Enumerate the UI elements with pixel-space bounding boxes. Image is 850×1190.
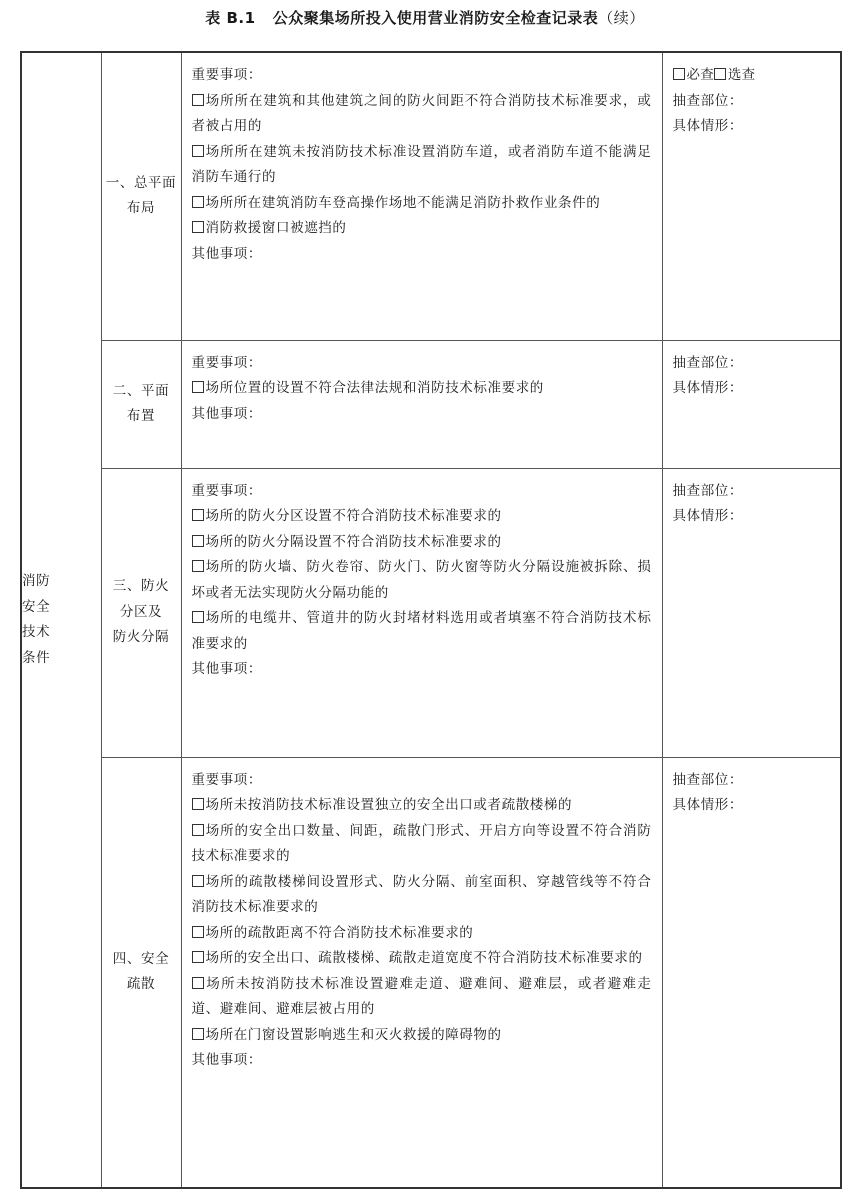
checkbox-icon[interactable] — [714, 68, 726, 80]
important-items-label: 重要事项： — [191, 771, 262, 788]
checkbox-icon[interactable] — [192, 145, 204, 157]
check-item-text: 场所位置的设置不符合法律法规和消防技术标准要求的 — [205, 380, 544, 396]
check-item[interactable] — [192, 819, 652, 870]
checkbox-icon[interactable] — [192, 509, 204, 521]
items-cell — [181, 52, 662, 340]
checkbox-icon[interactable] — [192, 381, 204, 393]
mandatory-check-label: 必查 — [686, 67, 714, 83]
section-title-line: 分区及 — [119, 603, 163, 620]
check-item[interactable] — [192, 972, 652, 1023]
check-item-text: 场所的安全出口、疏散楼梯、疏散走道宽度不符合消防技术标准要求的 — [205, 950, 643, 966]
checkbox-icon[interactable] — [192, 221, 204, 233]
items-cell — [181, 340, 662, 468]
check-item[interactable] — [192, 376, 652, 402]
section-title-line: 布置 — [126, 408, 156, 424]
check-item[interactable] — [192, 1023, 652, 1049]
check-item-text: 场所未按消防技术标准设置独立的安全出口或者疏散楼梯的 — [205, 797, 573, 813]
section-title-cell — [101, 468, 181, 757]
section-row-fire-compartment — [21, 468, 841, 757]
other-items-label: 其他事项： — [191, 405, 262, 422]
checkbox-icon[interactable] — [192, 94, 204, 106]
section-title-line: 疏散 — [126, 976, 156, 993]
check-item[interactable] — [192, 921, 652, 947]
other-items-label: 其他事项： — [191, 661, 262, 677]
check-item-text: 场所的防火分隔设置不符合消防技术标准要求的 — [205, 533, 502, 550]
check-item[interactable] — [192, 530, 652, 556]
specific-situation-label: 具体情形： — [672, 118, 743, 134]
table-number: 表 B.1 — [205, 9, 256, 27]
check-item-text: 场所所在建筑未按消防技术标准设置消防车道，或者消防车道不能满足消防车通行的 — [191, 143, 652, 185]
inspection-notes-cell — [662, 468, 841, 757]
check-item[interactable] — [192, 555, 652, 606]
inspection-record-table — [20, 51, 842, 1189]
table-title: 公众聚集场所投入使用营业消防安全检查记录表 — [272, 9, 599, 27]
inspection-notes-cell — [662, 757, 841, 1188]
spot-check-location-label: 抽查部位： — [672, 354, 743, 371]
section-row-general-layout — [21, 52, 841, 340]
checkbox-icon[interactable] — [192, 824, 204, 836]
check-item[interactable] — [192, 216, 652, 242]
check-item-text: 场所所在建筑和其他建筑之间的防火间距不符合消防技术标准要求，或者被占用的 — [191, 92, 652, 134]
check-item[interactable] — [192, 870, 652, 921]
spot-check-location-label: 抽查部位： — [672, 771, 743, 788]
items-cell — [181, 757, 662, 1188]
section-title-line: 三、防火 — [112, 578, 170, 595]
section-title-line: 一、总平面 — [105, 174, 177, 191]
checkbox-icon[interactable] — [192, 611, 204, 623]
category-cell — [21, 52, 101, 1188]
check-item-text: 场所在门窗设置影响逃生和灭火救援的障碍物的 — [205, 1026, 502, 1043]
check-item-text: 场所所在建筑消防车登高操作场地不能满足消防扑救作业条件的 — [205, 194, 601, 211]
spot-check-location-label: 抽查部位： — [672, 92, 743, 109]
category-label-line: 条件 — [22, 649, 51, 666]
section-row-safe-evacuation — [21, 757, 841, 1188]
page-title — [0, 7, 850, 29]
specific-situation-label: 具体情形： — [672, 380, 743, 396]
check-item-text: 场所的防火分区设置不符合消防技术标准要求的 — [205, 508, 502, 524]
check-item[interactable] — [192, 793, 652, 819]
checkbox-icon[interactable] — [192, 951, 204, 963]
check-item-text: 消防救援窗口被遮挡的 — [205, 220, 347, 236]
check-item-text: 场所的疏散楼梯间设置形式、防火分隔、前室面积、穿越管线等不符合消防技术标准要求的 — [191, 873, 652, 915]
table-title-suffix: （续） — [598, 9, 645, 27]
check-item-text: 场所的电缆井、管道井的防火封堵材料选用或者填塞不符合消防技术标准要求的 — [191, 610, 652, 652]
category-label-line: 技术 — [22, 624, 51, 640]
section-title-cell — [101, 52, 181, 340]
spot-check-location-label: 抽查部位： — [672, 482, 743, 499]
section-title-line: 防火分隔 — [112, 629, 170, 646]
important-items-label: 重要事项： — [191, 354, 262, 371]
check-item[interactable] — [192, 140, 652, 191]
checkbox-icon[interactable] — [192, 535, 204, 547]
check-item[interactable] — [192, 946, 652, 972]
important-items-label: 重要事项： — [191, 482, 262, 499]
other-items-label: 其他事项： — [191, 1052, 262, 1068]
section-title-line: 布局 — [126, 200, 156, 217]
checkbox-icon[interactable] — [192, 196, 204, 208]
category-label-line: 消防 — [22, 573, 51, 589]
category-label-line: 安全 — [22, 598, 51, 615]
important-items-label: 重要事项： — [191, 67, 262, 83]
section-title-cell — [101, 757, 181, 1188]
check-item[interactable] — [192, 191, 652, 217]
checkbox-icon[interactable] — [192, 875, 204, 887]
inspection-notes-cell — [662, 340, 841, 468]
check-type-options — [673, 63, 831, 89]
check-item[interactable] — [192, 504, 652, 530]
checkbox-icon[interactable] — [192, 926, 204, 938]
section-title-line: 四、安全 — [112, 950, 170, 967]
section-row-floor-layout — [21, 340, 841, 468]
check-item-text: 场所未按消防技术标准设置避难走道、避难间、避难层，或者避难走道、避难间、避难层被占用的 — [191, 975, 652, 1017]
check-item[interactable] — [192, 89, 652, 140]
check-item-text: 场所的防火墙、防火卷帘、防火门、防火窗等防火分隔设施被拆除、损坏或者无法实现防火分隔功能的 — [191, 559, 652, 601]
checkbox-icon[interactable] — [192, 560, 204, 572]
inspection-notes-cell — [662, 52, 841, 340]
specific-situation-label: 具体情形： — [672, 508, 743, 524]
checkbox-icon[interactable] — [192, 1028, 204, 1040]
checkbox-icon[interactable] — [192, 977, 204, 989]
specific-situation-label: 具体情形： — [672, 797, 743, 813]
optional-check-label: 选查 — [727, 67, 756, 83]
items-cell — [181, 468, 662, 757]
check-item[interactable] — [192, 606, 652, 657]
section-title-cell — [101, 340, 181, 468]
check-item-text: 场所的安全出口数量、间距，疏散门形式、开启方向等设置不符合消防技术标准要求的 — [191, 822, 652, 864]
check-item-text: 场所的疏散距离不符合消防技术标准要求的 — [205, 924, 474, 941]
checkbox-icon[interactable] — [673, 68, 685, 80]
other-items-label: 其他事项： — [191, 245, 262, 262]
checkbox-icon[interactable] — [192, 798, 204, 810]
section-title-line: 二、平面 — [112, 382, 170, 399]
